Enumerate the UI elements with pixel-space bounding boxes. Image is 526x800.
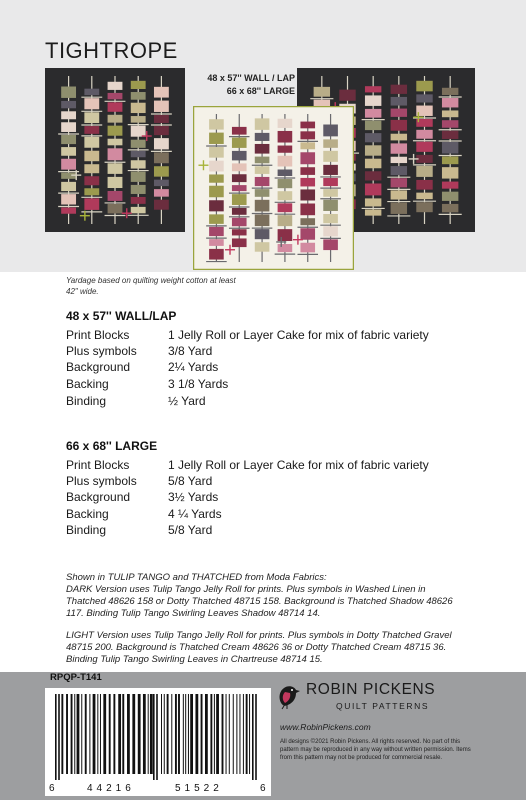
- quilt-light-image: [193, 106, 354, 270]
- row-value: 3½ Yards: [168, 490, 219, 504]
- row-label: Backing: [66, 377, 109, 391]
- row-value: ½ Yard: [168, 394, 206, 408]
- sku-code: RPQP-T141: [50, 672, 102, 683]
- row-value: 3/8 Yard: [168, 344, 213, 358]
- row-value: 1 Jelly Roll or Layer Cake for mix of fabric variety: [168, 458, 429, 472]
- row-value: 2¼ Yards: [168, 360, 219, 374]
- light-version-note: LIGHT Version uses Tulip Tango Jelly Roll for prints. Plus symbols in Dotty Thatched Gravel 48715 200. Background is Thatched Cream 48626 36 or Dotty Thatched Cream 48715 36. Binding Tulip Tango Swirling Leaves in Chartreuse 48714 15.: [66, 630, 452, 665]
- quilt-size-labels: [183, 72, 295, 98]
- logo-name: ROBIN PICKENS: [306, 681, 436, 698]
- row-value: 1 Jelly Roll or Layer Cake for mix of fabric variety: [168, 328, 429, 342]
- yardage-note: Yardage based on quilting weight cotton at least 42" wide.: [66, 276, 236, 296]
- size-label-wall: 48 x 57'' WALL / LAP: [207, 73, 295, 83]
- row-label: Plus symbols: [66, 474, 137, 488]
- section-heading: 48 x 57'' WALL/LAP: [66, 309, 177, 323]
- row-label: Background: [66, 360, 131, 374]
- row-label: Background: [66, 490, 131, 504]
- size-label-large: 66 x 68'' LARGE: [226, 86, 295, 96]
- row-label: Binding: [66, 394, 107, 408]
- row-value: 5/8 Yard: [168, 474, 213, 488]
- copyright-notice: All designs ©2021 Robin Pickens. All rights reserved. No part of this pattern may be reproduced in any way without written permission. Items from this pattern may not be produced for commercial resale.: [280, 739, 471, 761]
- shown-in-intro: Shown in TULIP TANGO and THATCHED from Moda Fabrics:: [66, 572, 327, 583]
- row-label: Print Blocks: [66, 458, 130, 472]
- row-label: Plus symbols: [66, 344, 137, 358]
- website-url: www.RobinPickens.com: [280, 722, 371, 732]
- barcode-digits-right: 51522: [175, 783, 223, 794]
- row-label: Backing: [66, 507, 109, 521]
- robin-bird-icon: [276, 682, 302, 710]
- barcode-digit-first: 6: [49, 783, 55, 794]
- dark-version-note: DARK Version uses Tulip Tango Jelly Roll for prints. Plus symbols in Washed Linen in Thatched 48626 158 or Dotty Thatched 48715 158. Background is Thatched Shadow 48626 117. Binding Tulip Tango Swirling Leaves Shadow 48714 14.: [66, 584, 453, 619]
- logo-subtitle: QUILT PATTERNS: [336, 701, 430, 711]
- row-value: 4 ¼ Yards: [168, 507, 222, 521]
- row-value: 3 1/8 Yards: [168, 377, 229, 391]
- robin-pickens-logo: [276, 680, 466, 720]
- barcode-digits-left: 44216: [87, 783, 135, 794]
- barcode-digit-last: 6: [260, 783, 266, 794]
- pattern-title: TIGHTROPE: [45, 38, 178, 63]
- quilt-dark-wall-lap-image: [45, 68, 185, 232]
- row-value: 5/8 Yard: [168, 523, 213, 537]
- upc-barcode: [45, 688, 271, 796]
- row-label: Binding: [66, 523, 107, 537]
- section-heading: 66 x 68'' LARGE: [66, 439, 158, 453]
- row-label: Print Blocks: [66, 328, 130, 342]
